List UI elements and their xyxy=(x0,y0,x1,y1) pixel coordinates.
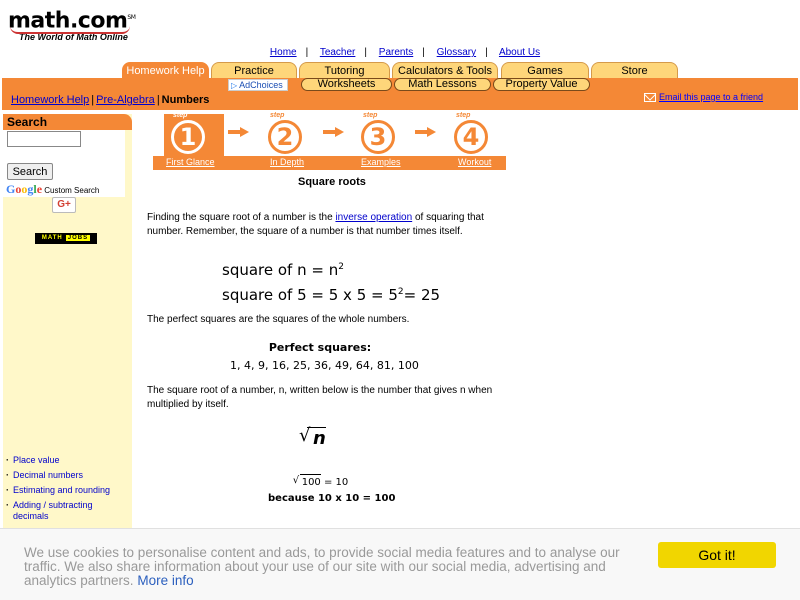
math-com-logo[interactable] xyxy=(8,6,136,46)
breadcrumb-homework-help[interactable]: Homework Help xyxy=(11,94,90,106)
breadcrumb-current: Numbers xyxy=(161,94,210,106)
topic-adding-subtracting-decimals[interactable]: Adding / subtracting decimals xyxy=(13,500,93,521)
cookie-text: We use cookies to personalise content and ads, to provide social media features and to analyse our traffic. We also share information about your use of our site with our social media, advertising and analytics partners. More info xyxy=(24,545,620,588)
search-box xyxy=(3,130,125,197)
breadcrumb: Homework Help | Pre-Algebra | Numbers xyxy=(11,94,210,106)
arrow-right-icon xyxy=(323,127,345,137)
top-nav-links: Home | Teacher | Parents | Glossary | About Us xyxy=(269,47,541,58)
search-input[interactable] xyxy=(7,131,81,147)
topic-place-value[interactable]: Place value xyxy=(13,455,60,465)
logo-swoosh xyxy=(10,26,130,34)
page-title: Square roots xyxy=(298,176,366,188)
top-link-home[interactable]: Home xyxy=(269,47,297,58)
logo-tagline: The World of Math Online xyxy=(19,32,128,43)
perfect-squares-paragraph: The perfect squares are the squares of the whole numbers. xyxy=(147,314,410,325)
step-2-icon[interactable]: step 2 xyxy=(268,114,304,154)
tab-practice[interactable]: Practice xyxy=(211,62,297,78)
perfect-squares-image: Perfect squares: 1, 4, 9, 16, 25, 36, 49, 64, 81, 100 xyxy=(230,341,419,372)
cookie-accept-button[interactable]: Got it! xyxy=(658,542,776,568)
tab-store[interactable]: Store xyxy=(591,62,678,78)
topic-estimating-rounding[interactable]: Estimating and rounding xyxy=(13,485,111,495)
logo-name: math.com xyxy=(8,8,128,34)
adchoices-badge[interactable] xyxy=(228,79,288,91)
subtab-property-value[interactable]: Property Value xyxy=(493,78,590,91)
step-link-workout[interactable]: Workout xyxy=(458,157,492,167)
google-logo: Google xyxy=(6,182,43,196)
mathjobs-badge[interactable]: MATH JOBS xyxy=(35,233,97,244)
subtab-math-lessons[interactable]: Math Lessons xyxy=(394,78,491,91)
tab-games[interactable]: Games xyxy=(501,62,589,78)
google-custom-search-label: Google Custom Search xyxy=(6,182,100,196)
topic-list xyxy=(6,455,126,526)
step-link-in-depth[interactable]: In Depth xyxy=(270,157,305,167)
cookie-more-info-link[interactable]: More info xyxy=(137,573,194,588)
step-links-bar xyxy=(153,156,506,170)
adchoices-icon: ▷ xyxy=(231,81,238,90)
tab-tutoring[interactable]: Tutoring xyxy=(299,62,390,78)
square-equations-image: square of $n = n^2$ square of 5 = 5 x $5 = 5^2= 25$ xyxy=(222,261,441,304)
envelope-icon xyxy=(644,93,656,102)
step-link-examples[interactable]: Examples xyxy=(361,157,401,167)
email-friend-link[interactable]: Email this page to a friend xyxy=(659,92,764,102)
search-heading: Search xyxy=(3,114,132,130)
step-1-icon[interactable]: step 1 xyxy=(171,114,207,154)
step-3-icon[interactable]: step 3 xyxy=(361,114,397,154)
step-link-first-glance[interactable]: First Glance xyxy=(166,157,215,167)
lesson-steps xyxy=(153,114,506,170)
breadcrumb-pre-algebra[interactable]: Pre-Algebra xyxy=(96,94,155,106)
topic-decimal-numbers[interactable]: Decimal numbers xyxy=(13,470,84,480)
main-tabs xyxy=(0,62,800,78)
adchoices-label: AdChoices xyxy=(239,80,283,90)
logo-tm: SM xyxy=(127,14,136,21)
search-button[interactable]: Search xyxy=(7,163,53,180)
arrow-right-icon xyxy=(415,127,437,137)
intro-paragraph: Finding the square root of a number is the inverse operation of squaring that number. Remember, the square of a number is that number times itself. xyxy=(147,212,484,237)
list-item xyxy=(6,455,126,466)
list-item xyxy=(6,500,126,522)
top-link-teacher[interactable]: Teacher xyxy=(319,47,356,58)
sqrt-100-example-image: √ 100 = 10 because 10 x 10 = 100 xyxy=(268,474,380,507)
tab-homework-help[interactable]: Homework Help xyxy=(122,62,209,78)
top-link-parents[interactable]: Parents xyxy=(378,47,414,58)
top-link-glossary[interactable]: Glossary xyxy=(436,47,477,58)
email-friend xyxy=(644,92,763,102)
tab-calculators-tools[interactable]: Calculators & Tools xyxy=(392,62,498,78)
top-link-about-us[interactable]: About Us xyxy=(498,47,541,58)
arrow-right-icon xyxy=(228,127,250,137)
inverse-operation-link[interactable]: inverse operation xyxy=(335,212,413,223)
google-plus-button[interactable]: G+ xyxy=(52,197,76,213)
orange-nav-bar xyxy=(2,78,798,110)
cookie-banner xyxy=(0,528,800,600)
subtab-worksheets[interactable]: Worksheets xyxy=(301,78,392,91)
sqrt-n-image: √ n xyxy=(307,427,326,449)
step-4-icon[interactable]: step 4 xyxy=(454,114,490,154)
list-item xyxy=(6,470,126,481)
list-item xyxy=(6,485,126,496)
square-root-paragraph: The square root of a number, n, written below is the number that gives n when multiplied by itself. xyxy=(147,385,493,410)
